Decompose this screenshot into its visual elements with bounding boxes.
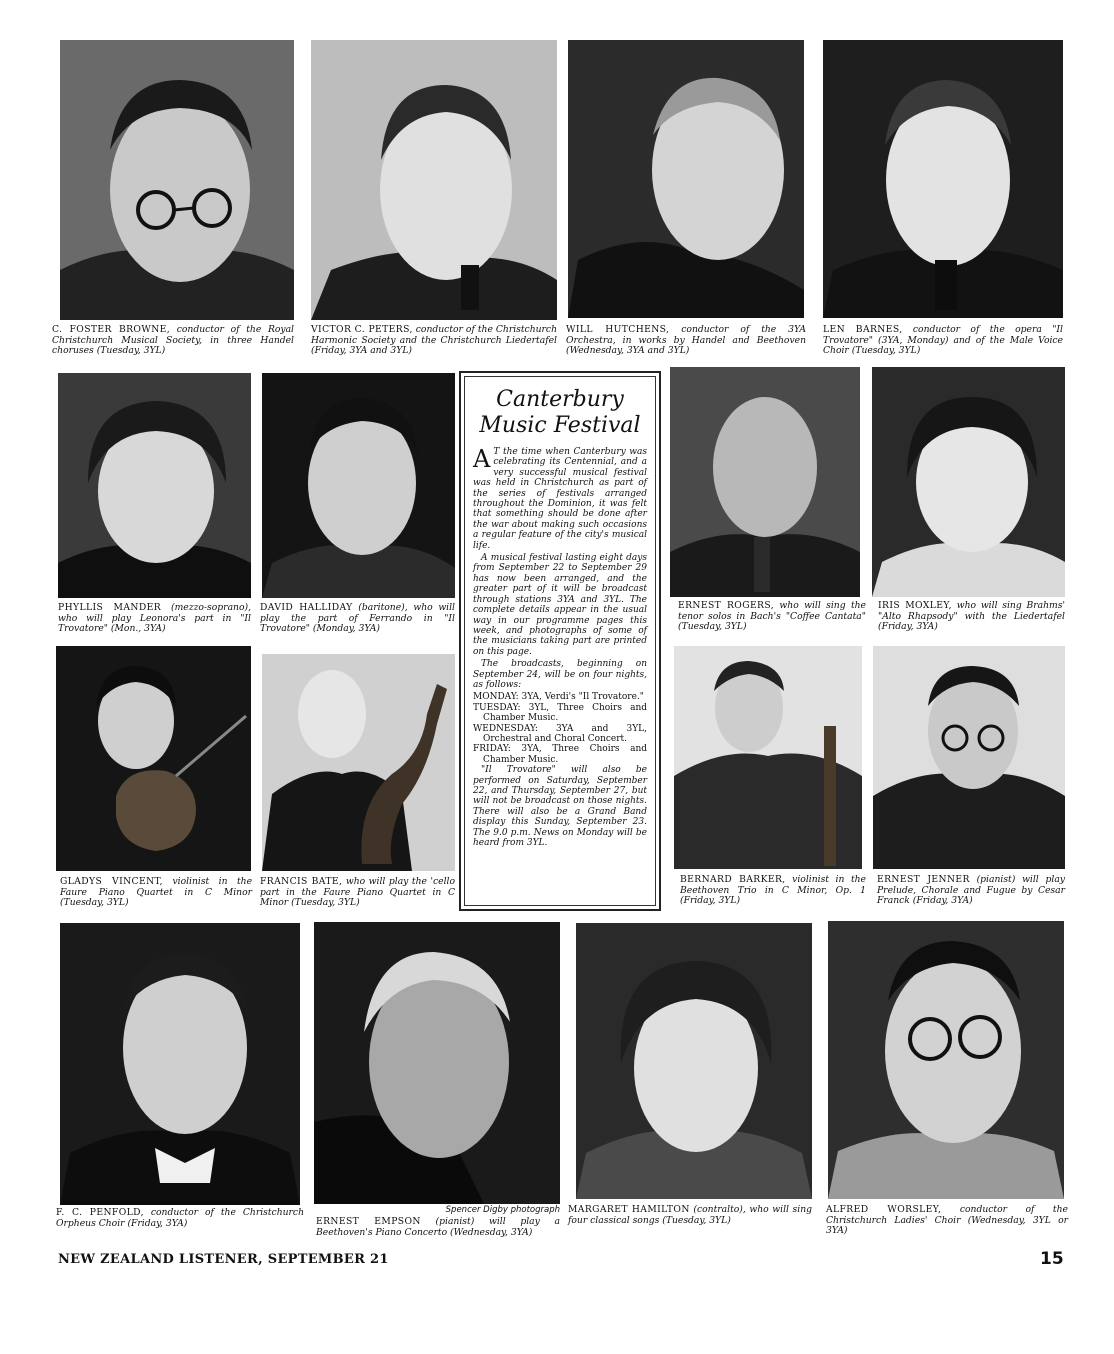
- portrait-name: GLADYS VINCENT,: [60, 876, 164, 887]
- portrait-caption: (pianist) will play Prelude, Chorale and Fugue by Cesar Franck (Friday, 3YA): [877, 874, 1065, 906]
- caption-alfred-worsley: [826, 1205, 1068, 1237]
- portrait-caption: (pianist) will play a Beethoven's Piano Concerto (Wednesday, 3YA): [316, 1216, 561, 1238]
- portrait-image: [670, 367, 860, 597]
- portrait-photo-c-foster-browne: [60, 40, 294, 320]
- caption-f-c-penfold: [56, 1208, 304, 1229]
- portrait-caption: (baritone), who will play the part of Ferrando in "Il Trovatore" (Monday, 3YA): [260, 602, 455, 634]
- portrait-caption: violinist in the Beethoven Trio in C Minor, Op. 1 (Friday, 3YL): [680, 874, 866, 906]
- portrait-photo-margaret-hamilton: [576, 923, 812, 1199]
- portrait-caption: violinist in the Faure Piano Quartet in C Minor (Tuesday, 3YL): [60, 876, 253, 908]
- portrait-image: [872, 367, 1065, 597]
- schedule-item: TUESDAY: 3YL, Three Choirs and Chamber Music.: [473, 702, 647, 724]
- article-paragraph-text: T the time when Canterbury was celebrating its Centennial, and a very successful musical festival was held in Christchurch as part of the series of festivals arranged throughout the Dominion, it was felt that something should be done after the war about making such occasions a regular feature of the city's musical life.: [473, 447, 647, 551]
- portrait-photo-phyllis-mander: [58, 373, 251, 598]
- schedule-item: FRIDAY: 3YA, Three Choirs and Chamber Music.: [473, 744, 647, 765]
- portrait-photo-iris-moxley: [872, 367, 1065, 597]
- portrait-caption: (mezzo-soprano), who will play Leonora's part in "Il Trovatore" (Mon., 3YA): [58, 602, 251, 634]
- caption-ernest-empson: [316, 1217, 560, 1238]
- caption-phyllis-mander: [58, 603, 251, 635]
- article-title-line-2: Music Festival: [479, 413, 641, 438]
- portrait-caption: conductor of the Christchurch Ladies' Choir (Wednesday, 3YL or 3YA): [826, 1204, 1068, 1236]
- portrait-image: [873, 646, 1065, 869]
- portrait-name: DAVID HALLIDAY: [260, 602, 353, 613]
- schedule-item: MONDAY: 3YA, Verdi's "Il Trovatore.": [473, 692, 644, 703]
- portrait-image: [262, 373, 455, 598]
- portrait-caption: conductor of the 3YA Orchestra, in works by Handel and Beethoven (Wednesday, 3YA and 3YL): [566, 324, 806, 356]
- article-paragraph: A musical festival lasting eight days from September 22 to September 29 has now been arranged, and the greater part of it will be broadcast through stations 3YA and 3YL. The complete details appear in the usual way in our programme pages this week, and photographs of some of the musicians taking part are printed on this page.: [473, 553, 647, 657]
- article-inner-frame: [464, 376, 656, 906]
- caption-will-hutchens: [566, 325, 806, 357]
- portrait-caption: who will sing Brahms' "Alto Rhapsody" with the Liedertafel (Friday, 3YA): [878, 600, 1065, 632]
- portrait-name: F. C. PENFOLD,: [56, 1207, 144, 1218]
- caption-bernard-barker: [680, 875, 866, 907]
- portrait-name: MARGARET HAMILTON: [568, 1204, 690, 1215]
- caption-c-foster-browne: [52, 325, 294, 357]
- portrait-photo-ernest-rogers: [670, 367, 860, 597]
- portrait-caption: conductor of the Christchurch Orpheus Choir (Friday, 3YA): [56, 1207, 304, 1229]
- caption-gladys-vincent: [60, 877, 252, 909]
- portrait-caption: who will play the 'cello part in the Faure Piano Quartet in C Minor (Tuesday, 3YL): [260, 876, 455, 908]
- portrait-name: WILL HUTCHENS,: [566, 324, 670, 335]
- article-box: [459, 371, 661, 911]
- portrait-image: [674, 646, 862, 869]
- portrait-photo-gladys-vincent: [56, 646, 251, 871]
- portrait-image: [576, 923, 812, 1199]
- portrait-image: [314, 922, 560, 1204]
- caption-len-barnes: [823, 325, 1063, 357]
- portrait-image: [58, 373, 251, 598]
- portrait-image: [823, 40, 1063, 318]
- article-title: [473, 387, 647, 439]
- photo-credit: Spencer Digby photograph: [445, 1205, 560, 1215]
- portrait-name: ERNEST EMPSON: [316, 1216, 421, 1227]
- portrait-photo-david-halliday: [262, 373, 455, 598]
- portrait-image: [56, 646, 251, 871]
- article-paragraph: The broadcasts, beginning on September 24, will be on four nights, as follows:: [473, 659, 647, 690]
- portrait-caption: conductor of the Royal Christchurch Musical Society, in three Handel choruses (Tuesday, 3YL): [52, 324, 294, 356]
- broadcast-schedule: [473, 692, 647, 765]
- portrait-photo-ernest-empson: [314, 922, 560, 1204]
- portrait-caption: conductor of the opera "Il Trovatore" (3YA, Monday) and of the Male Voice Choir (Tuesday, 3YL): [823, 324, 1063, 356]
- portrait-caption: conductor of the Christchurch Harmonic Society and the Christchurch Liedertafel (Friday, 3YA and 3YL): [311, 324, 557, 356]
- portrait-name: ERNEST JENNER: [877, 874, 970, 885]
- portrait-name: FRANCIS BATE,: [260, 876, 343, 887]
- publication-footer: NEW ZEALAND LISTENER, SEPTEMBER 21: [58, 1252, 389, 1267]
- portrait-image: [568, 40, 804, 318]
- portrait-name: C. FOSTER BROWNE,: [52, 324, 171, 335]
- caption-iris-moxley: [878, 601, 1065, 633]
- portrait-caption: who will sing the tenor solos in Bach's "Coffee Cantata" (Tuesday, 3YL): [678, 600, 866, 632]
- caption-victor-c-peters: [311, 325, 557, 357]
- caption-margaret-hamilton: [568, 1205, 812, 1226]
- portrait-name: ERNEST ROGERS,: [678, 600, 775, 611]
- portrait-name: VICTOR C. PETERS,: [311, 324, 413, 335]
- article-paragraph: [473, 447, 647, 551]
- portrait-name: IRIS MOXLEY,: [878, 600, 952, 611]
- portrait-caption: (contralto), who will sing four classical songs (Tuesday, 3YL): [568, 1204, 812, 1226]
- article-title-line-1: Canterbury: [496, 387, 624, 412]
- article-body: [473, 447, 647, 848]
- portrait-image: [60, 923, 300, 1205]
- portrait-photo-len-barnes: [823, 40, 1063, 318]
- portrait-photo-will-hutchens: [568, 40, 804, 318]
- article-paragraph: "Il Trovatore" will also be performed on Saturday, September 22, and Thursday, September 27, but will not be broadcast on those nights. There will also be a Grand Band display this Sunday, September 23. The 9.0 p.m. News on Monday will be heard from 3YL.: [473, 765, 647, 849]
- schedule-item: WEDNESDAY: 3YA and 3YL, Orchestral and Choral Concert.: [473, 723, 647, 744]
- portrait-photo-ernest-jenner: [873, 646, 1065, 869]
- portrait-name: LEN BARNES,: [823, 324, 903, 335]
- caption-francis-bate: [260, 877, 455, 909]
- portrait-name: PHYLLIS MANDER: [58, 602, 162, 613]
- caption-ernest-rogers: [678, 601, 866, 633]
- portrait-photo-alfred-worsley: [828, 921, 1064, 1199]
- portrait-name: BERNARD BARKER,: [680, 874, 786, 885]
- portrait-image: [311, 40, 557, 320]
- portrait-photo-victor-c-peters: [311, 40, 557, 320]
- portrait-image: [828, 921, 1064, 1199]
- caption-david-halliday: [260, 603, 455, 635]
- portrait-photo-f-c-penfold: [60, 923, 300, 1205]
- page-number: 15: [1040, 1249, 1064, 1269]
- caption-ernest-jenner: [877, 875, 1065, 907]
- portrait-photo-francis-bate: [262, 654, 455, 871]
- portrait-image: [60, 40, 294, 320]
- portrait-name: ALFRED WORSLEY,: [826, 1204, 942, 1215]
- portrait-photo-bernard-barker: [674, 646, 862, 869]
- portrait-image: [262, 654, 455, 871]
- drop-cap: A: [473, 445, 491, 473]
